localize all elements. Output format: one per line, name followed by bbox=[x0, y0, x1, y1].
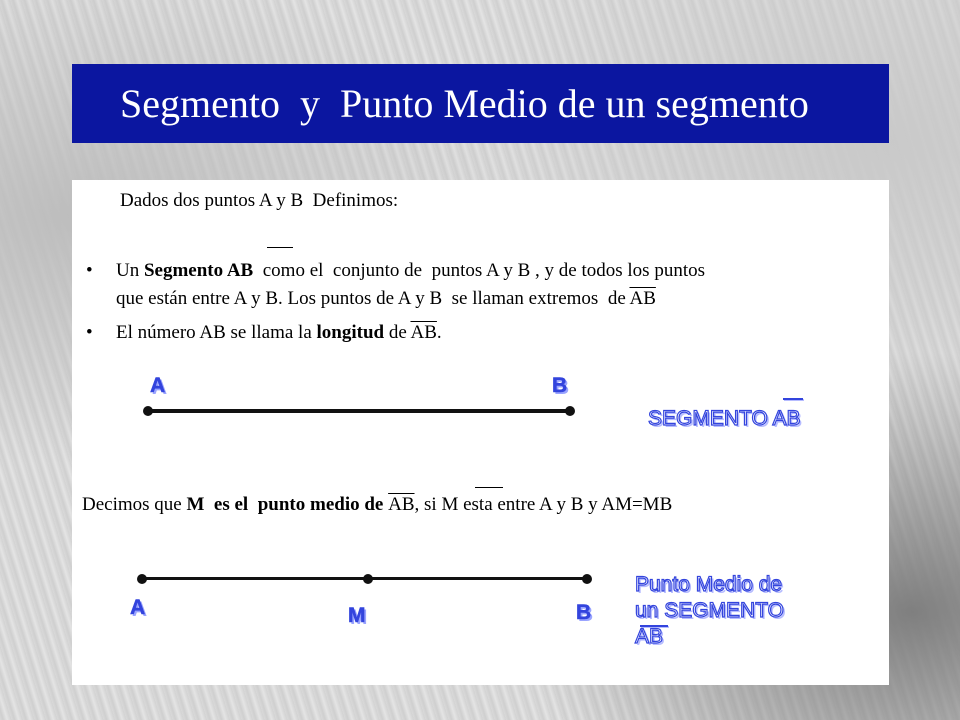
definition-ab: $\overline{AB}$ bbox=[388, 494, 415, 515]
slide-title: Segmento y Punto Medio de un segmento bbox=[120, 81, 809, 126]
definition-pre: Decimos que bbox=[82, 494, 187, 515]
bullet-1-line-2 bbox=[116, 288, 656, 310]
intro-text: Dados dos puntos A y B Definimos: bbox=[120, 190, 399, 211]
definition-term: punto medio de bbox=[257, 494, 389, 515]
point-b bbox=[565, 406, 575, 416]
point-m bbox=[363, 574, 373, 584]
bullet-1-marker: • bbox=[86, 260, 93, 281]
bullet-1-post: como el conjunto de puntos A y B , y de todos los puntos bbox=[253, 260, 706, 281]
bullet-1-line-1 bbox=[116, 260, 705, 282]
bullet-2-pre: El número AB se llama la bbox=[116, 322, 317, 343]
definition-overline-mark bbox=[475, 487, 503, 488]
segment-overline-mark bbox=[267, 247, 293, 248]
content-panel bbox=[72, 180, 889, 685]
bullet-2-end: . bbox=[436, 322, 442, 343]
bullet-2-line bbox=[116, 322, 442, 344]
point-a-2 bbox=[137, 574, 147, 584]
bullet-1-ab: $\overline{AB}$ bbox=[629, 288, 656, 309]
bullet-1-pre: Un bbox=[116, 260, 144, 281]
bullet-2-ab: $\overline{AB}$ bbox=[410, 322, 437, 343]
definition-mid: es el bbox=[204, 494, 258, 515]
bullet-1-term: Segmento AB bbox=[143, 260, 254, 281]
diagram-2-label-m: M bbox=[348, 604, 366, 627]
definition-m: M bbox=[186, 494, 205, 515]
diagram-1-caption: SEGMENTO AB bbox=[648, 407, 801, 430]
point-b-2 bbox=[582, 574, 592, 584]
bullet-2-term: longitud bbox=[316, 322, 385, 343]
segment-ab bbox=[148, 409, 570, 413]
definition-line bbox=[82, 494, 672, 516]
definition-post: , si M esta entre A y B y AM=MB bbox=[414, 494, 673, 515]
diagram-1-label-a: A bbox=[150, 374, 166, 397]
bullet-2-marker: • bbox=[86, 322, 93, 343]
diagram-2-caption: Punto Medio de un SEGMENTO AB bbox=[635, 573, 784, 648]
caption-1-overline bbox=[783, 398, 803, 400]
diagram-2-label-a: A bbox=[130, 596, 146, 619]
bullet-2-mid: de bbox=[384, 322, 411, 343]
bullet-1-line-2-text: que están entre A y B. Los puntos de A y B se llaman extremos de bbox=[116, 288, 630, 309]
diagram-2-label-b: B bbox=[576, 601, 592, 624]
diagram-1-label-b: B bbox=[552, 374, 568, 397]
title-bar bbox=[72, 64, 889, 143]
point-a bbox=[143, 406, 153, 416]
